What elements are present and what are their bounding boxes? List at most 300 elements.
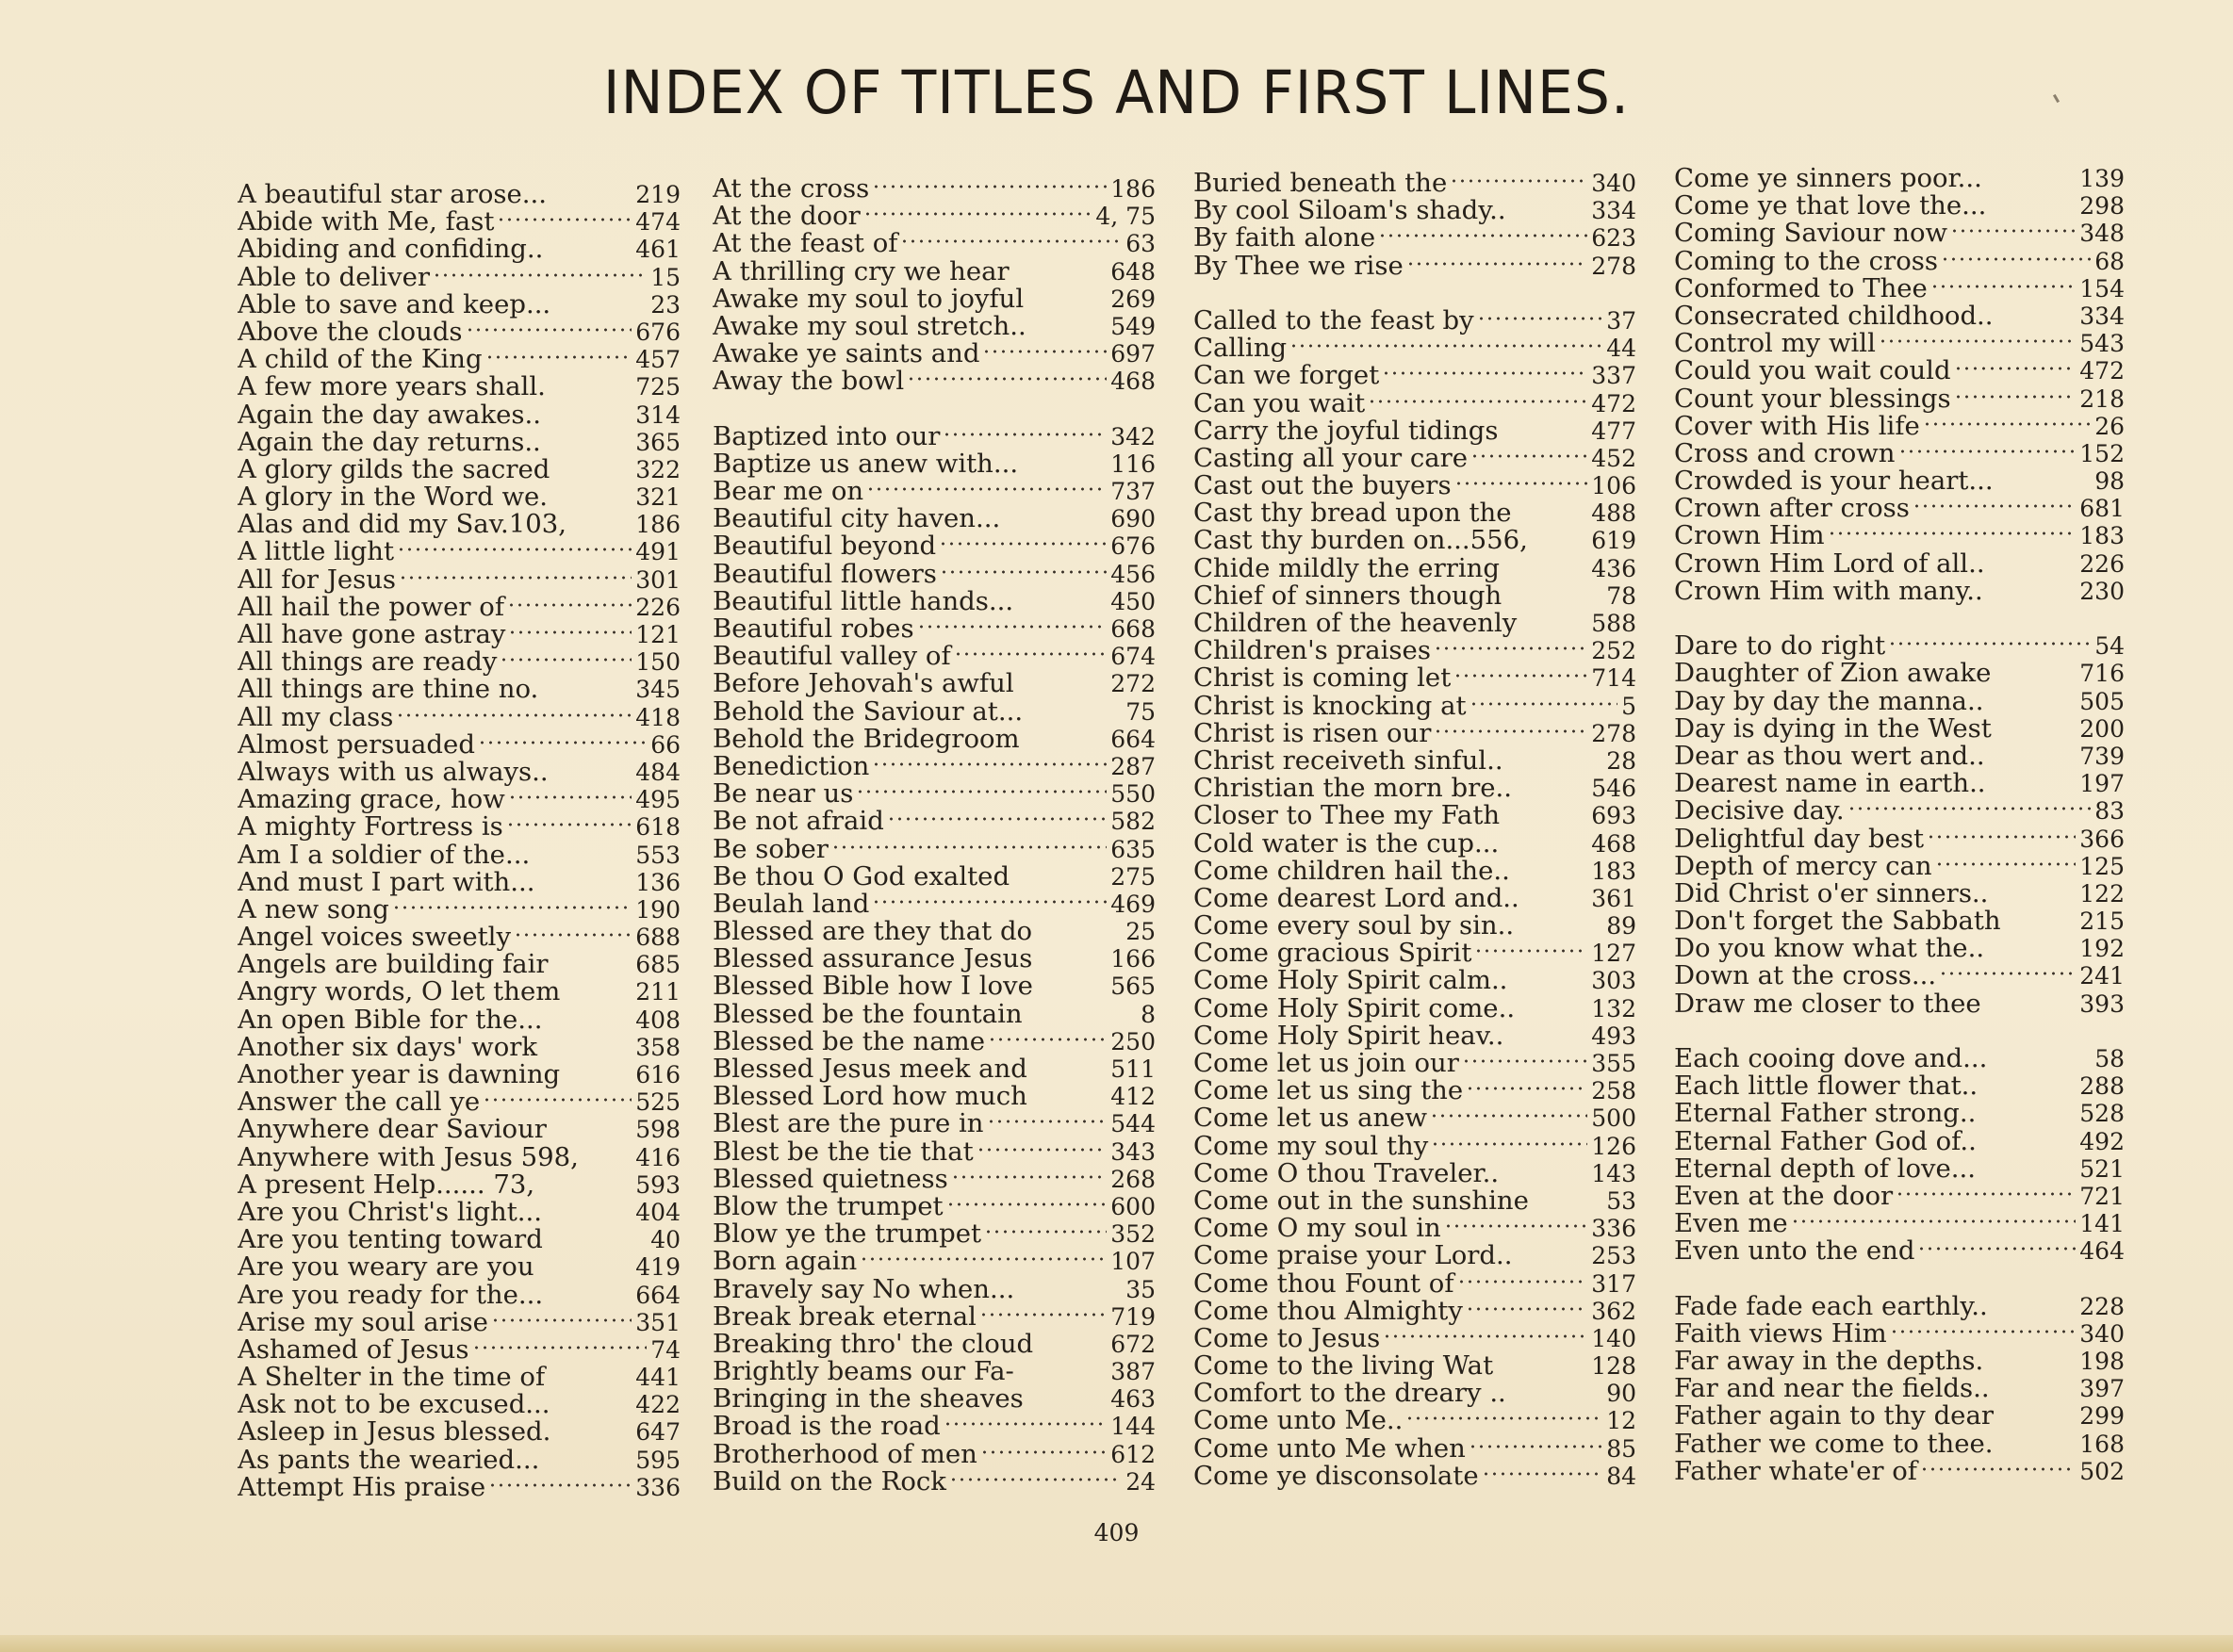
entry-title: Are you tenting toward: [238, 1226, 543, 1254]
index-entry: [1193, 445, 1636, 472]
dot-leader: [939, 541, 1107, 547]
entry-title: Come thou Fount of: [1193, 1269, 1454, 1298]
entry-title: Attempt His praise: [238, 1473, 486, 1501]
entry-spacer: [1000, 505, 1110, 532]
index-entry: [238, 566, 681, 594]
entry-page-number: 116: [1110, 450, 1156, 478]
entry-title: Dare to do right: [1674, 632, 1886, 661]
dot-leader: [1470, 453, 1587, 459]
dot-leader: [1879, 338, 2076, 344]
entry-page-number: 107: [1110, 1248, 1156, 1276]
entry-spacer: [1023, 698, 1125, 726]
entry-title: Crown Him with many..: [1674, 577, 1983, 605]
entry-page-number: 685: [635, 951, 681, 979]
entry-title: Abide with Me, fast: [238, 208, 495, 237]
dot-leader: [1477, 316, 1603, 321]
index-entry: [238, 1006, 681, 1034]
dot-leader: [907, 376, 1107, 382]
entry-title: Arise my soul arise: [238, 1308, 488, 1336]
index-entry: [713, 973, 1156, 1000]
entry-spacer: [1994, 467, 2095, 495]
entry-page-number: 681: [2079, 495, 2125, 523]
index-entry: [1674, 715, 2125, 743]
entry-title: Coming to the cross: [1674, 247, 1938, 275]
dot-leader: [951, 1174, 1108, 1180]
dot-leader: [856, 789, 1107, 794]
entry-page-number: 152: [2079, 439, 2125, 467]
entry-title: Buried beneath the: [1193, 170, 1448, 198]
entry-spacer: [1014, 670, 1111, 697]
dot-leader: [944, 1421, 1108, 1427]
entry-spacer: [1507, 967, 1591, 994]
dot-leader: [860, 1256, 1107, 1262]
index-entry: [713, 203, 1156, 230]
entry-title: Blessed are they that do: [713, 918, 1033, 946]
index-entry: [1193, 499, 1636, 527]
dot-leader: [1935, 861, 2077, 867]
entry-title: Come unto Me when: [1193, 1434, 1466, 1463]
entry-title: Another six days' work: [238, 1033, 538, 1061]
entry-title: Blow ye the trumpet: [713, 1220, 982, 1249]
entry-page-number: 226: [2079, 549, 2125, 578]
entry-title: Build on the Rock: [713, 1467, 946, 1496]
entry-title: Control my will: [1674, 330, 1876, 358]
entry-title: Baptize us anew with...: [713, 450, 1019, 479]
entry-page-number: 450: [1110, 587, 1156, 615]
entry-title: Beautiful robes: [713, 615, 914, 644]
entry-page-number: 468: [1110, 368, 1156, 396]
entry-title: All hail the power of: [238, 593, 505, 621]
entry-page-number: 491: [635, 538, 681, 566]
index-entry: [1193, 885, 1636, 912]
entry-page-number: 106: [1591, 472, 1636, 500]
dot-leader: [1466, 1086, 1587, 1091]
entry-page-number: 693: [1591, 802, 1636, 830]
entry-page-number: 358: [635, 1033, 681, 1061]
letter-section-gap: [1674, 1266, 2125, 1293]
entry-title: Bravely say No when...: [713, 1275, 1015, 1303]
entry-title: Christ receiveth sinful..: [1193, 746, 1503, 776]
entry-page-number: 197: [2079, 770, 2125, 798]
index-entry: [1193, 693, 1636, 720]
index-entry: [713, 945, 1156, 973]
entry-title: Come let us sing the: [1193, 1077, 1464, 1105]
dot-leader: [1450, 178, 1587, 184]
entry-title: Do you know what the..: [1674, 935, 1985, 963]
entry-spacer: [1514, 912, 1606, 940]
entry-page-number: 12: [1606, 1407, 1636, 1435]
entry-title: Awake my soul to joyful: [713, 285, 1025, 313]
entry-spacer: [550, 456, 635, 483]
entry-spacer: [1506, 197, 1592, 224]
entry-page-number: 127: [1591, 940, 1636, 968]
index-entry: [1193, 527, 1636, 554]
entry-page-number: 493: [1591, 1022, 1636, 1050]
entry-title: Come children hail the..: [1193, 857, 1510, 885]
entry-title: Come praise your Lord..: [1193, 1242, 1513, 1270]
index-entry: [1674, 1072, 2125, 1100]
entry-title: Come Holy Spirit heav..: [1193, 1022, 1504, 1050]
entry-page-number: 598: [635, 1116, 681, 1144]
entry-page-number: 253: [1591, 1242, 1636, 1270]
entry-spacer: [541, 429, 635, 456]
index-entry: [1193, 1242, 1636, 1269]
index-entry: [1193, 637, 1636, 664]
entry-title: Crowded is your heart...: [1674, 467, 1994, 496]
index-entry: [1193, 1215, 1636, 1242]
index-entry: [713, 505, 1156, 532]
entry-page-number: 40: [650, 1226, 681, 1254]
entry-page-number: 550: [1110, 780, 1156, 809]
entry-spacer: [1510, 858, 1591, 885]
dot-leader: [831, 844, 1107, 850]
entry-page-number: 74: [650, 1335, 681, 1364]
dot-leader: [1431, 1141, 1587, 1147]
entry-page-number: 674: [1110, 643, 1156, 671]
entry-page-number: 549: [1110, 312, 1156, 340]
index-entry: [1674, 1045, 2125, 1072]
index-entry: [238, 1391, 681, 1418]
entry-spacer: [1982, 165, 2079, 192]
entry-spacer: [1983, 1348, 2079, 1375]
entry-page-number: 66: [650, 730, 681, 759]
entry-title: Blessed assurance Jesus: [713, 945, 1033, 973]
entry-spacer: [1986, 192, 2079, 220]
dot-leader: [1939, 971, 2076, 976]
index-entry: [1674, 1237, 2125, 1265]
entry-page-number: 676: [635, 318, 681, 346]
entry-page-number: 78: [1606, 581, 1636, 610]
entry-title: Ask not to be excused...: [238, 1391, 550, 1419]
index-entry: [1674, 248, 2125, 275]
entry-title: Behold the Saviour at...: [713, 697, 1024, 726]
entry-title: Fade fade each earthly..: [1674, 1292, 1988, 1320]
index-entry: [713, 1220, 1156, 1248]
entry-title: Asleep in Jesus blessed.: [238, 1418, 551, 1447]
entry-page-number: 472: [1591, 389, 1636, 417]
index-entry: [713, 1083, 1156, 1110]
entry-title: Cover with His life: [1674, 412, 1920, 440]
entry-page-number: 211: [635, 978, 681, 1006]
entry-page-number: 4, 75: [1095, 203, 1156, 231]
entry-page-number: 618: [635, 813, 681, 842]
entry-page-number: 488: [1591, 499, 1636, 528]
dot-leader: [979, 1312, 1107, 1317]
entry-spacer: [534, 1171, 635, 1199]
index-entry: [713, 1248, 1156, 1275]
index-entry: [238, 731, 681, 759]
index-entry: [713, 1468, 1156, 1496]
entry-spacer: [1529, 1187, 1606, 1215]
entry-spacer: [560, 978, 635, 1006]
index-entry: [1193, 1270, 1636, 1298]
index-entry: [238, 1474, 681, 1501]
entry-page-number: 186: [1110, 175, 1156, 203]
entry-page-number: 287: [1110, 752, 1156, 780]
index-entry: [238, 1144, 681, 1171]
entry-title: Chide mildly the erring: [1193, 554, 1500, 582]
index-entry: [238, 869, 681, 896]
index-column-4: [1674, 165, 2125, 1485]
entry-page-number: 141: [2079, 1210, 2125, 1238]
index-entry: [1193, 1077, 1636, 1104]
dot-leader: [1430, 1113, 1587, 1119]
entry-title: Even at the door: [1674, 1182, 1894, 1211]
index-entry: [713, 780, 1156, 808]
index-entry: [238, 373, 681, 401]
entry-title: Come let us join our: [1193, 1050, 1459, 1078]
index-entry: [238, 648, 681, 676]
dot-leader: [1434, 646, 1587, 651]
entry-title: Baptized into our: [713, 422, 941, 450]
entry-title: Called to the feast by: [1193, 306, 1474, 335]
entry-spacer: [1500, 555, 1591, 582]
index-entry: [1193, 830, 1636, 858]
dot-leader: [1913, 503, 2076, 509]
index-entry: [713, 561, 1156, 588]
index-entry: [238, 951, 681, 978]
entry-page-number: 136: [635, 868, 681, 896]
index-entry: [238, 813, 681, 841]
index-entry: [238, 483, 681, 511]
entry-page-number: 58: [2094, 1045, 2125, 1072]
index-entry: [238, 786, 681, 813]
dot-leader: [1896, 1191, 2076, 1197]
index-entry: [1193, 1050, 1636, 1077]
entry-title: Blessed Bible how I love: [713, 973, 1033, 1001]
index-entry: [713, 836, 1156, 863]
entry-title: Bringing in the sheaves: [713, 1385, 1024, 1414]
dot-leader: [478, 740, 647, 745]
entry-page-number: 393: [2079, 990, 2125, 1018]
dot-leader: [1466, 1306, 1587, 1312]
entry-title: Blessed Jesus meek and: [713, 1055, 1027, 1084]
entry-page-number: 600: [1110, 1192, 1156, 1220]
entry-page-number: 457: [635, 346, 681, 374]
dot-leader: [488, 1482, 632, 1488]
entry-page-number: 739: [2079, 742, 2125, 770]
index-entry: [238, 978, 681, 1006]
dot-leader: [491, 1317, 632, 1323]
dot-leader: [1378, 233, 1587, 238]
entry-page-number: 26: [2094, 412, 2125, 440]
entry-page-number: 635: [1110, 835, 1156, 863]
index-entry: [713, 1001, 1156, 1028]
entry-spacer: [1994, 1431, 2080, 1458]
index-entry: [713, 368, 1156, 395]
entry-page-number: 714: [1591, 664, 1636, 693]
entry-page-number: 334: [1591, 197, 1636, 225]
dot-leader: [1791, 1219, 2077, 1224]
index-entry: [1674, 935, 2125, 962]
dot-leader: [1368, 399, 1587, 404]
dot-leader: [1954, 366, 2077, 371]
index-entry: [713, 808, 1156, 835]
entry-title: Be sober: [713, 835, 829, 863]
entry-page-number: 24: [1125, 1467, 1156, 1496]
entry-spacer: [1978, 1072, 2079, 1100]
entry-title: Dear as thou wert and..: [1674, 742, 1985, 771]
index-entry: [1674, 413, 2125, 440]
index-column-2: [713, 175, 1156, 1496]
entry-page-number: 690: [1110, 505, 1156, 533]
entry-title: Come to Jesus: [1193, 1324, 1381, 1353]
entry-page-number: 5: [1621, 692, 1636, 720]
entry-title: Come thou Almighty: [1193, 1297, 1463, 1325]
dot-leader: [466, 327, 632, 333]
index-entry: [713, 1413, 1156, 1440]
entry-page-number: 28: [1606, 746, 1636, 775]
dot-leader: [507, 602, 632, 608]
index-entry: [238, 1199, 681, 1226]
entry-page-number: 553: [635, 841, 681, 869]
entry-page-number: 582: [1110, 808, 1156, 836]
index-entry: [1193, 197, 1636, 224]
index-entry: [1674, 192, 2125, 220]
entry-title: Ashamed of Jesus: [238, 1335, 469, 1365]
entry-title: Crown Him: [1674, 522, 1825, 550]
index-entry: [713, 615, 1156, 643]
entry-page-number: 616: [635, 1061, 681, 1088]
index-entry: [1193, 362, 1636, 389]
entry-page-number: 484: [635, 758, 681, 786]
entry-page-number: 322: [635, 455, 681, 483]
entry-spacer: [1986, 770, 2080, 797]
entry-spacer: [542, 1199, 635, 1226]
entry-spacer: [539, 1447, 635, 1474]
entry-spacer: [1988, 1293, 2080, 1320]
entry-title: Bear me on: [713, 478, 864, 506]
entry-page-number: 348: [2079, 220, 2125, 248]
index-entry: [713, 643, 1156, 670]
index-entry: [1674, 660, 2125, 687]
entry-title: Am I a soldier of the...: [238, 841, 531, 869]
index-entry: [713, 175, 1156, 203]
entry-spacer: [1014, 1358, 1110, 1385]
dot-leader: [483, 1097, 632, 1103]
dot-leader: [396, 712, 632, 718]
entry-title: Decisive day.: [1674, 797, 1845, 826]
index-entry: [713, 863, 1156, 891]
entry-spacer: [566, 511, 635, 538]
dot-leader: [887, 816, 1107, 822]
index-entry: [1674, 853, 2125, 880]
entry-title: Down at the cross...: [1674, 962, 1937, 990]
entry-title: Father again to thy dear: [1674, 1402, 1994, 1431]
index-entry: [713, 588, 1156, 615]
dot-leader: [1923, 421, 2091, 427]
entry-title: Each little flower that..: [1674, 1072, 1979, 1101]
entry-title: Awake ye saints and: [713, 340, 980, 368]
entry-spacer: [538, 676, 635, 703]
index-entry: [238, 1447, 681, 1474]
entry-spacer: [534, 1253, 636, 1281]
entry-title: Anywhere with Jesus 598,: [238, 1143, 579, 1171]
entry-title: Carry the joyful tidings: [1193, 417, 1499, 445]
entry-title: Cold water is the cup...: [1193, 829, 1500, 858]
dot-leader: [900, 238, 1122, 244]
entry-title: Depth of mercy can: [1674, 852, 1932, 880]
entry-title: A mighty Fortress is: [238, 813, 503, 842]
entry-spacer: [530, 842, 635, 869]
entry-spacer: [1985, 743, 2080, 770]
entry-title: Chief of sinners though: [1193, 581, 1502, 610]
index-entry: [238, 621, 681, 648]
entry-page-number: 351: [635, 1308, 681, 1336]
entry-page-number: 143: [1591, 1159, 1636, 1187]
entry-title: At the cross: [713, 175, 870, 204]
index-entry: [238, 1226, 681, 1253]
entry-page-number: 126: [1591, 1132, 1636, 1160]
dot-leader: [980, 1449, 1107, 1455]
index-entry: [1193, 1463, 1636, 1490]
entry-spacer: [1512, 775, 1591, 802]
entry-spacer: [543, 236, 635, 263]
letter-section-gap: [1193, 280, 1636, 307]
entry-spacer: [1018, 450, 1110, 478]
entry-title: Could you wait could: [1674, 357, 1951, 385]
entry-title: Blessed quietness: [713, 1165, 948, 1193]
dot-leader: [472, 1345, 648, 1350]
entry-spacer: [1020, 726, 1111, 753]
entry-title: Be not afraid: [713, 808, 884, 836]
dot-leader: [1847, 806, 2092, 811]
entry-page-number: 190: [635, 895, 681, 924]
entry-spacer: [550, 1391, 636, 1418]
entry-title: Crown after cross: [1674, 495, 1910, 523]
dot-leader: [982, 349, 1107, 354]
index-entry: [1193, 1325, 1636, 1352]
entry-title: Blow the trumpet: [713, 1192, 944, 1221]
entry-title: A Shelter in the time of: [238, 1364, 546, 1392]
entry-page-number: 89: [1606, 912, 1636, 940]
index-entry: [1193, 995, 1636, 1022]
entry-spacer: [549, 759, 636, 786]
index-entry: [238, 511, 681, 538]
entry-page-number: 647: [635, 1418, 681, 1447]
index-entry: [1674, 440, 2125, 467]
entry-title: Children of the heavenly: [1193, 610, 1518, 638]
index-entry: [713, 1276, 1156, 1303]
entry-spacer: [1991, 660, 2079, 687]
index-entry: [238, 1364, 681, 1391]
index-entry: [238, 676, 681, 703]
dot-leader: [1890, 1329, 2077, 1334]
entry-page-number: 441: [635, 1364, 681, 1392]
entry-spacer: [1983, 688, 2079, 715]
index-entry: [1193, 1187, 1636, 1215]
index-entry: [1674, 578, 2125, 605]
entry-page-number: 544: [1110, 1110, 1156, 1138]
index-entry: [1193, 224, 1636, 252]
entry-spacer: [1032, 945, 1110, 973]
entry-spacer: [1994, 303, 2080, 330]
index-entry: [713, 726, 1156, 753]
entry-title: Beautiful flowers: [713, 560, 937, 588]
entry-spacer: [1512, 499, 1592, 527]
entry-title: Be thou O God exalted: [713, 862, 1010, 891]
entry-title: Daughter of Zion awake: [1674, 660, 1992, 688]
entry-title: Another year is dawning: [238, 1061, 561, 1089]
index-entry: [1193, 335, 1636, 362]
index-entry: [1674, 826, 2125, 853]
entry-page-number: 469: [1110, 890, 1156, 918]
entry-title: Broad is the road: [713, 1413, 941, 1441]
dot-leader: [1920, 1466, 2076, 1472]
dot-leader: [863, 211, 1092, 217]
dot-leader: [392, 905, 632, 910]
entry-page-number: 198: [2079, 1348, 2125, 1376]
